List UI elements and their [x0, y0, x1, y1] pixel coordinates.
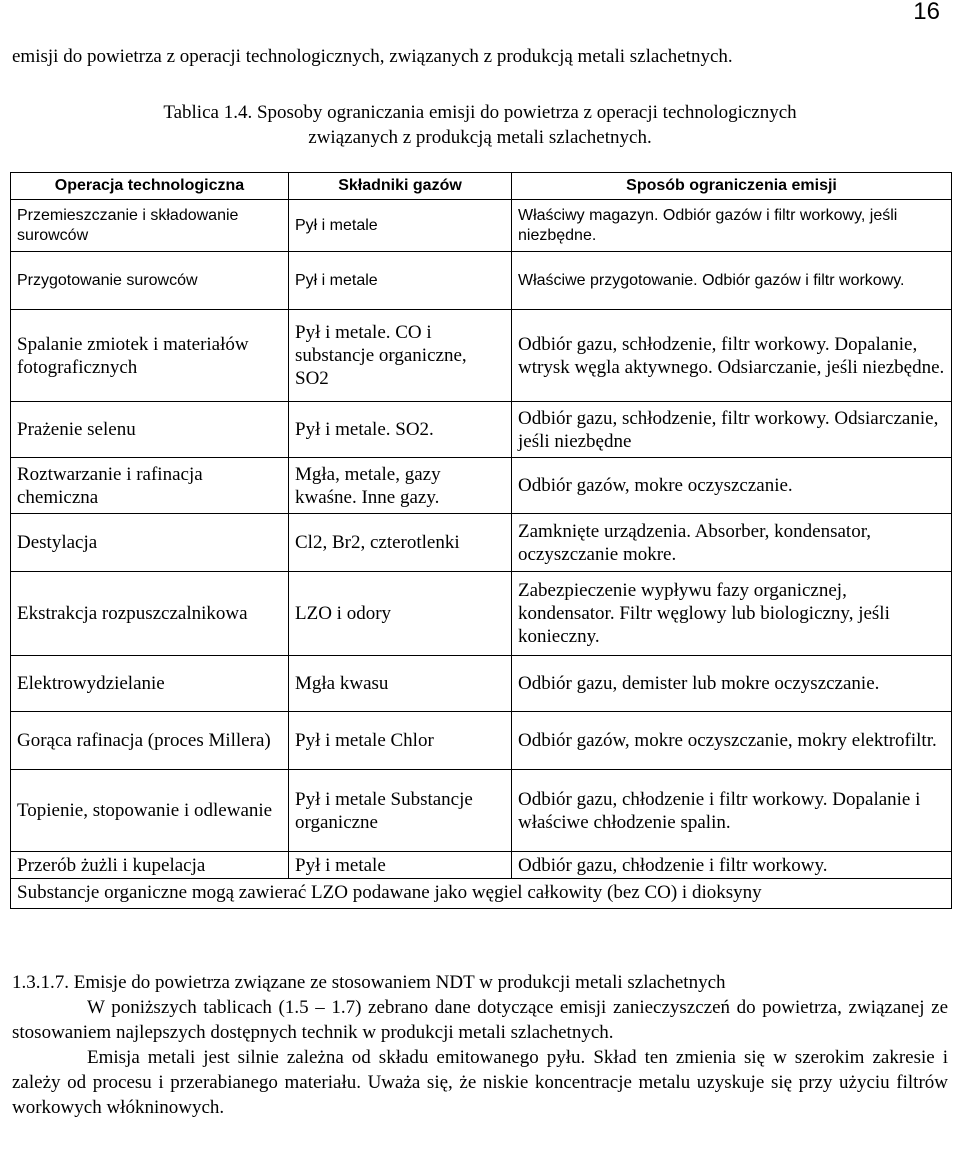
cell-operation: Destylacja [11, 514, 289, 572]
table-row [11, 252, 952, 310]
cell-method: Odbiór gazu, chłodzenie i filtr workowy. Dopalanie i właściwe chłodzenie spalin. [512, 770, 952, 852]
cell-operation: Ekstrakcja rozpuszczalnikowa [11, 572, 289, 656]
body-text [12, 970, 948, 1120]
cell-operation: Roztwarzanie i rafinacja chemiczna [11, 458, 289, 514]
paragraph-1: W poniższych tablicach (1.5 – 1.7) zebrano dane dotyczące emisji zanieczyszczeń do powietrza, związanej ze stosowaniem najlepszych dostępnych technik w produkcji metali szlachetnych. [12, 997, 948, 1043]
cell-gases: Pył i metale. CO i substancje organiczne, SO2 [289, 310, 512, 402]
table-header-row [11, 173, 952, 200]
cell-operation: Elektrowydzielanie [11, 656, 289, 712]
cell-operation: Prażenie selenu [11, 402, 289, 458]
table-row [11, 770, 952, 852]
intro-text: emisji do powietrza z operacji technologicznych, związanych z produkcją metali szlachetnych. [12, 46, 733, 67]
paragraph-2: Emisja metali jest silnie zależna od składu emitowanego pyłu. Skład ten zmienia się w szerokim zakresie i zależy od procesu i przerabianego materiału. Uważa się, że niskie koncentracje metalu uzyskuje się przy użyciu filtrów workowych włókninowych. [12, 1047, 948, 1118]
table-row [11, 514, 952, 572]
page-number: 16 [913, 0, 940, 25]
cell-gases: Pył i metale. SO2. [289, 402, 512, 458]
cell-method: Zamknięte urządzenia. Absorber, kondensator, oczyszczanie mokre. [512, 514, 952, 572]
cell-method: Odbiór gazu, chłodzenie i filtr workowy. [512, 852, 952, 879]
cell-operation: Przerób żużli i kupelacja [11, 852, 289, 879]
table-row [11, 200, 952, 252]
header-gases: Składniki gazów [289, 173, 512, 200]
cell-method: Właściwe przygotowanie. Odbiór gazów i filtr workowy. [512, 252, 952, 310]
cell-gases: LZO i odory [289, 572, 512, 656]
header-method: Sposób ograniczenia emisji [512, 173, 952, 200]
table-row [11, 712, 952, 770]
cell-gases: Cl2, Br2, czterotlenki [289, 514, 512, 572]
emission-table [10, 172, 952, 909]
cell-method: Odbiór gazu, schłodzenie, filtr workowy. Odsiarczanie, jeśli niezbędne [512, 402, 952, 458]
table-row [11, 656, 952, 712]
table-row [11, 852, 952, 879]
cell-method: Odbiór gazu, demister lub mokre oczyszczanie. [512, 656, 952, 712]
caption-line-2: związanych z produkcją metali szlachetnych. [308, 127, 652, 148]
cell-method: Zabezpieczenie wypływu fazy organicznej, kondensator. Filtr węglowy lub biologiczny, jeśli konieczny. [512, 572, 952, 656]
cell-gases: Mgła, metale, gazy kwaśne. Inne gazy. [289, 458, 512, 514]
table-row [11, 572, 952, 656]
section-heading-line: 1.3.1.7. Emisje do powietrza związane ze stosowaniem NDT w produkcji metali szlachetnych [12, 972, 726, 993]
table-footnote: Substancje organiczne mogą zawierać LZO podawane jako węgiel całkowity (bez CO) i dioksyny [11, 879, 952, 909]
table-footnote-row [11, 879, 952, 909]
caption-line-1: Tablica 1.4. Sposoby ograniczania emisji do powietrza z operacji technologicznych [163, 102, 797, 123]
cell-gases: Pył i metale [289, 852, 512, 879]
cell-method: Odbiór gazów, mokre oczyszczanie. [512, 458, 952, 514]
header-operation: Operacja technologiczna [11, 173, 289, 200]
cell-method: Odbiór gazu, schłodzenie, filtr workowy. Dopalanie, wtrysk węgla aktywnego. Odsiarczanie, jeśli niezbędne. [512, 310, 952, 402]
cell-gases: Pył i metale Chlor [289, 712, 512, 770]
cell-operation: Gorąca rafinacja (proces Millera) [11, 712, 289, 770]
cell-gases: Pył i metale Substancje organiczne [289, 770, 512, 852]
cell-method: Odbiór gazów, mokre oczyszczanie, mokry elektrofiltr. [512, 712, 952, 770]
cell-operation: Spalanie zmiotek i materiałów fotograficznych [11, 310, 289, 402]
intro-paragraph [12, 44, 948, 69]
cell-operation: Przygotowanie surowców [11, 252, 289, 310]
table-caption [12, 100, 948, 150]
table-row [11, 402, 952, 458]
cell-gases: Pył i metale [289, 200, 512, 252]
cell-method: Właściwy magazyn. Odbiór gazów i filtr workowy, jeśli niezbędne. [512, 200, 952, 252]
table-row [11, 458, 952, 514]
cell-gases: Mgła kwasu [289, 656, 512, 712]
cell-operation: Topienie, stopowanie i odlewanie [11, 770, 289, 852]
cell-operation: Przemieszczanie i składowanie surowców [11, 200, 289, 252]
table-row [11, 310, 952, 402]
cell-gases: Pył i metale [289, 252, 512, 310]
